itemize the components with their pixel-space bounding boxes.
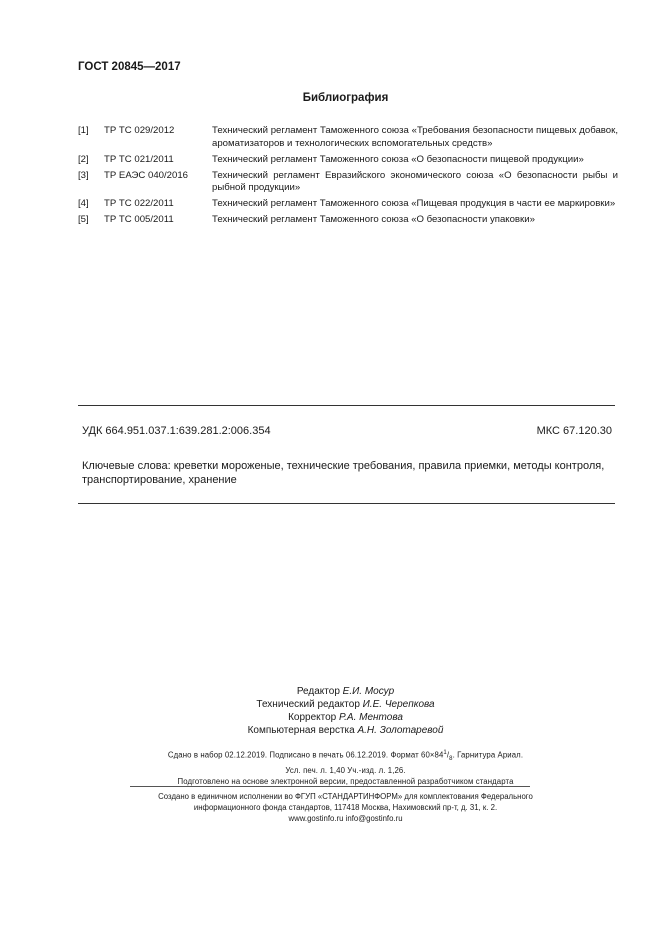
imprint-line: Подготовлено на основе электронной версии, предоставленной разработчиком стандарта (177, 777, 514, 787)
credit-name: Е.И. Мосур (342, 686, 395, 697)
entry-number: [4] (78, 198, 89, 209)
credit-line (30, 711, 661, 724)
editorial-credits (0, 685, 661, 737)
divider-bottom (78, 503, 615, 504)
credit-line (30, 724, 661, 737)
entry-code: ТР ТС 005/2011 (104, 214, 174, 225)
entry-text: Технический регламент Таможенного союза «О безопасности упаковки» (212, 214, 535, 225)
bibliography-title: Библиография (302, 92, 389, 104)
credit-role: Редактор (296, 686, 343, 697)
credit-name: Р.А. Ментова (339, 712, 403, 723)
entry-text: Технический регламент Евразийского экономического союза «О безопасности рыбы и рыбной продукции» (212, 169, 618, 193)
entry-code: ТР ТС 022/2011 (104, 198, 174, 209)
entry-code: ТР ТС 021/2011 (104, 153, 174, 165)
credit-role: Корректор (288, 712, 340, 723)
divider-top (78, 405, 615, 406)
imprint-line: Сдано в набор 02.12.2019. Подписано в печать 06.12.2019. Формат $60\times 84^1/_8$. Гарнитура Ариал. (167, 750, 524, 763)
udk-code: УДК 664.951.037.1:639.281.2:006.354 (82, 425, 271, 437)
bibliography-entry (78, 170, 618, 195)
entry-text: Технический регламент Таможенного союза «Требования безопасности пищевых добавок, ароматизаторов и технологических вспомогательных средств» (212, 125, 618, 149)
bibliography-entry (78, 214, 618, 227)
publisher-line: информационного фонда стандартов, 117418 Москва, Нахимовский пр-т, д. 31, к. 2. (193, 803, 498, 812)
imprint-dates: Сдано в набор 02.12.2019. Подписано в печать 06.12.2019. Формат 60×84 (167, 750, 444, 760)
format-denominator: 8 (449, 756, 453, 763)
entry-number: [1] (78, 125, 89, 136)
entry-number: [5] (78, 214, 89, 225)
entry-text: Технический регламент Таможенного союза «Пищевая продукция в части ее маркировки» (212, 198, 616, 209)
mks-code: МКС 67.120.30 (536, 425, 612, 437)
entry-text: Технический регламент Таможенного союза «О безопасности пищевой продукции» (212, 153, 584, 165)
keywords: Ключевые слова: креветки мороженые, технические требования, правила приемки, методы контроля, транспортирование, хранение (82, 460, 605, 486)
publisher-line: Создано в единичном исполнении во ФГУП «СТАНДАРТИНФОРМ» для комплектования Федерального (158, 792, 533, 801)
bibliography-entry (78, 154, 618, 167)
entry-number: [2] (78, 153, 89, 165)
credit-name: А.Н. Золотаревой (357, 725, 444, 736)
imprint-line: Усл. печ. л. 1,40 Уч.-изд. л. 1,26. (285, 766, 406, 776)
credit-line (30, 698, 661, 711)
bibliography-entry (78, 125, 618, 150)
credit-name: И.Е. Черепкова (362, 699, 435, 710)
entry-code: ТР ТС 029/2012 (104, 125, 175, 136)
imprint-divider (130, 786, 530, 787)
imprint-typeface: . Гарнитура Ариал. (452, 750, 524, 760)
publisher-contacts: www.gostinfo.ru info@gostinfo.ru (288, 814, 403, 823)
entry-code: ТР ЕАЭС 040/2016 (104, 169, 189, 181)
credit-line (30, 685, 661, 698)
entry-number: [3] (78, 169, 89, 181)
publisher-info (0, 791, 661, 824)
bibliography-list (78, 125, 618, 230)
print-imprint (0, 748, 661, 787)
standard-code: ГОСТ 20845—2017 (78, 61, 181, 73)
credit-role: Компьютерная верстка (247, 725, 358, 736)
format-numerator: 1 (443, 750, 447, 756)
credit-role: Технический редактор (256, 699, 363, 710)
bibliography-entry (78, 198, 618, 211)
